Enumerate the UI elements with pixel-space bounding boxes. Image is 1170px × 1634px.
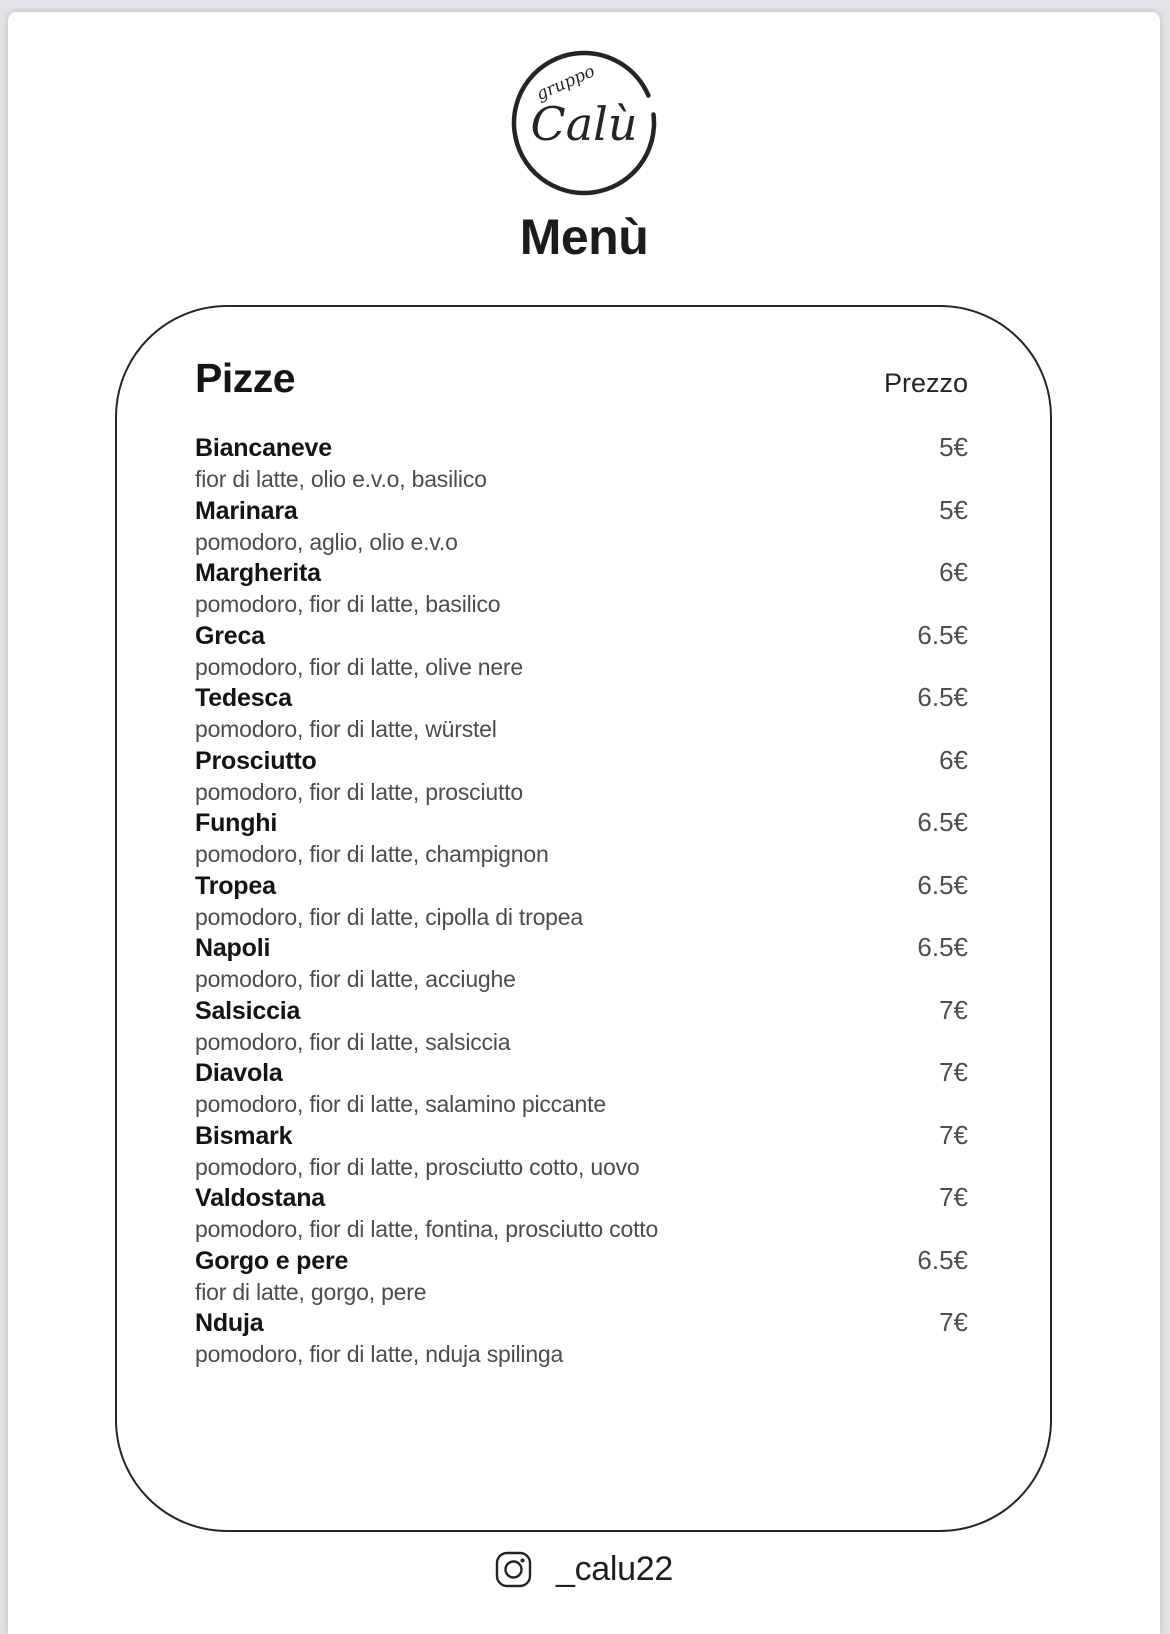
menu-item-top-line [195,745,968,777]
menu-card-header [195,355,968,402]
menu-items [195,432,968,1370]
menu-item-row [195,1307,968,1370]
item-description: pomodoro, fior di latte, acciughe [195,966,516,992]
item-description: fior di latte, gorgo, pere [195,1278,427,1305]
item-name: Napoli [195,934,271,962]
gruppo-calu-logo-icon [508,48,660,200]
item-description: pomodoro, fior di latte, würstel [195,716,497,742]
item-price: 7€ [939,1119,968,1150]
menu-item-top-line [195,620,968,652]
item-description: pomodoro, fior di latte, prosciutto cotto, uovo [195,1153,640,1180]
item-price: 6.5€ [917,1244,968,1275]
menu-item-row [195,807,968,870]
menu-item-top-line [195,432,968,464]
item-price: 5€ [939,494,968,525]
item-description: pomodoro, fior di latte, olive nere [195,653,523,680]
item-name: Tropea [195,871,276,900]
menu-item-row [195,495,968,558]
item-price: 7€ [939,1057,968,1087]
item-description: pomodoro, fior di latte, basilico [195,591,501,617]
item-name: Marinara [195,496,298,525]
item-price: 6€ [939,557,968,587]
item-description: pomodoro, fior di latte, salsiccia [195,1028,511,1055]
menu-item-row [195,682,968,745]
menu-item-top-line [195,932,968,964]
item-price: 7€ [939,994,968,1025]
item-price: 6.5€ [917,682,968,712]
menu-item-top-line [195,1245,968,1277]
instagram-icon [495,1551,532,1588]
item-name: Nduja [195,1309,264,1337]
menu-item-row [195,432,968,495]
instagram-handle: _calu22 [556,1550,673,1588]
item-name: Gorgo e pere [195,1246,349,1275]
item-description: pomodoro, fior di latte, nduja spilinga [195,1341,564,1367]
page-title: Menù [519,209,649,265]
price-column-header: Prezzo [883,368,968,398]
item-name: Greca [195,621,265,650]
item-price: 6.5€ [917,932,968,962]
menu-item-top-line [195,1182,968,1214]
item-price: 6.5€ [917,807,968,837]
item-description: pomodoro, fior di latte, fontina, prosciutto cotto [195,1216,659,1242]
item-name: Bismark [195,1121,293,1150]
item-name: Valdostana [195,1184,325,1212]
item-description: pomodoro, fior di latte, champignon [195,841,549,867]
item-name: Biancaneve [195,434,332,462]
item-name: Margherita [195,559,321,587]
menu-item-row [195,557,968,620]
item-name: Diavola [195,1059,283,1087]
instagram-link-row[interactable] [8,1550,1160,1589]
item-name: Prosciutto [195,746,317,775]
section-title-pizze: Pizze [195,355,296,401]
menu-card [115,305,1052,1532]
logo-name-text: Calù [530,97,638,151]
item-description: fior di latte, olio e.v.o, basilico [195,466,487,492]
menu-item-top-line [195,495,968,527]
item-description: pomodoro, aglio, olio e.v.o [195,528,458,555]
item-price: 6.5€ [917,619,968,650]
menu-item-row [195,870,968,933]
item-description: pomodoro, fior di latte, cipolla di tropea [195,903,583,930]
item-name: Salsiccia [195,996,301,1025]
menu-item-top-line [195,995,968,1027]
item-price: 6€ [939,744,968,775]
menu-item-top-line [195,1120,968,1152]
item-price: 7€ [939,1182,968,1212]
brand-logo [8,48,1160,200]
menu-item-row [195,1245,968,1308]
menu-item-row [195,620,968,683]
menu-item-row [195,932,968,995]
menu-item-row [195,1182,968,1245]
menu-item-row [195,995,968,1058]
menu-item-row [195,1120,968,1183]
menu-item-top-line [195,1307,968,1339]
menu-item-top-line [195,1057,968,1089]
item-price: 7€ [939,1307,968,1337]
menu-item-top-line [195,557,968,589]
item-description: pomodoro, fior di latte, salamino piccante [195,1091,606,1117]
item-description: pomodoro, fior di latte, prosciutto [195,778,523,805]
menu-item-top-line [195,682,968,714]
logo-top-text: gruppo [533,61,598,105]
menu-page [8,12,1160,1634]
menu-item-top-line [195,870,968,902]
item-name: Funghi [195,809,278,837]
item-name: Tedesca [195,684,292,712]
item-price: 6.5€ [917,869,968,900]
menu-item-row [195,1057,968,1120]
menu-item-row [195,745,968,808]
menu-item-top-line [195,807,968,839]
item-price: 5€ [939,432,968,462]
